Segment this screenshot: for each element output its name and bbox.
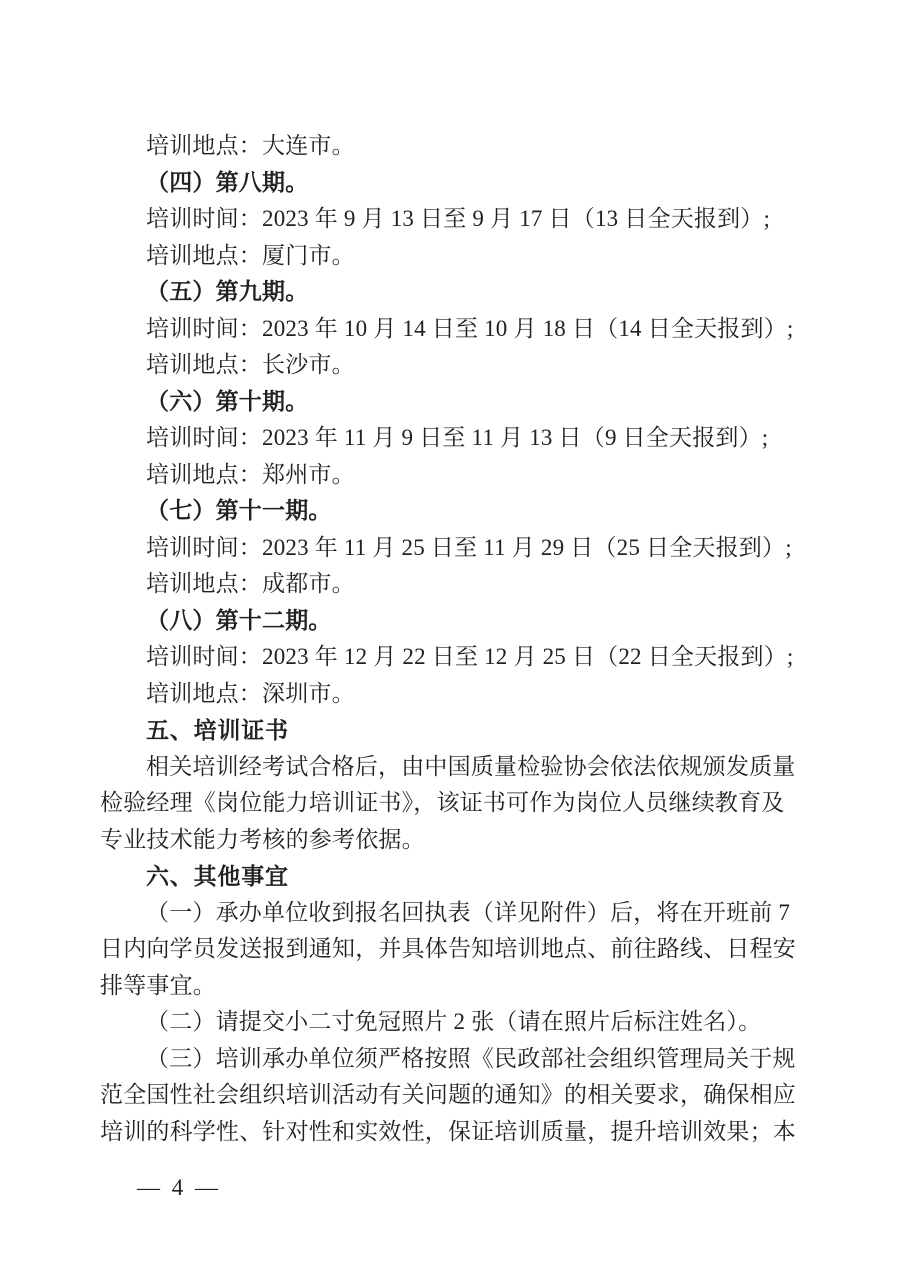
text-line: 培训地点：深圳市。	[146, 680, 355, 706]
text-line: （四）第八期。	[146, 169, 309, 195]
text-line: 检验经理《岗位能力培训证书》，该证书可作为岗位人员继续教育及	[100, 790, 785, 815]
text-line: （三）培训承办单位须严格按照《民政部社会组织管理局关于规	[146, 1045, 796, 1071]
text-line: （一）承办单位收到报名回执表（详见附件）后，将在开班前 7	[146, 899, 791, 925]
text-line: （八）第十二期。	[146, 607, 332, 633]
text-line: 培训时间：2023 年 11 月 25 日至 11 月 29 日（25 日全天报到）;	[146, 534, 792, 560]
text-line: 培训时间：2023 年 9 月 13 日至 9 月 17 日（13 日全天报到）;	[146, 206, 771, 231]
text-line: 排等事宜。	[100, 972, 216, 998]
text-line: （二）请提交小二寸免冠照片 2 张（请在照片后标注姓名）。	[146, 1009, 762, 1034]
text-line: 日内向学员发送报到通知，并具体告知培训地点、前往路线、日程安	[100, 936, 796, 961]
text-line: 培训地点：大连市。	[146, 133, 355, 158]
text-line: 相关培训经考试合格后，由中国质量检验协会依法依规颁发质量	[146, 753, 796, 779]
text-line: 培训地点：成都市。	[146, 571, 355, 596]
text-line: （六）第十期。	[146, 388, 309, 414]
text-line: 培训地点：郑州市。	[146, 461, 355, 487]
text-line: 培训时间：2023 年 11 月 9 日至 11 月 13 日（9 日全天报到）;	[146, 425, 769, 450]
text-line: （五）第九期。	[146, 279, 309, 304]
text-line: 专业技术能力考核的参考依据。	[100, 826, 425, 852]
text-line: 培训时间：2023 年 12 月 22 日至 12 月 25 日（22 日全天报到）;	[146, 644, 794, 669]
text-line: 培训时间：2023 年 10 月 14 日至 10 月 18 日（14 日全天报到）;	[146, 315, 794, 341]
text-line: 培训地点：长沙市。	[146, 352, 355, 377]
text-line: （七）第十一期。	[146, 498, 332, 523]
text-line: 培训地点：厦门市。	[146, 242, 355, 268]
text-line: 范全国性社会组织培训活动有关问题的通知》的相关要求，确保相应	[100, 1082, 796, 1107]
document-body	[100, 128, 800, 1150]
text-line: 培训的科学性、针对性和实效性，保证培训质量，提升培训效果；本	[100, 1118, 796, 1144]
section-heading: 五、培训证书	[146, 717, 289, 743]
section-heading: 六、其他事宜	[146, 863, 289, 889]
page-number: — 4 —	[137, 1175, 221, 1200]
